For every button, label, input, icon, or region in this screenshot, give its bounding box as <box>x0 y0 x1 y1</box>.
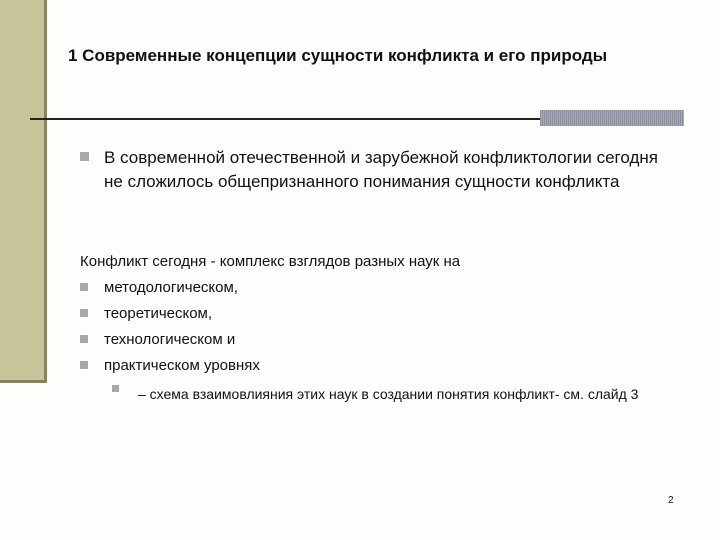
title-rule-accent <box>540 110 684 126</box>
left-decor-edge <box>44 0 47 383</box>
list-item <box>80 304 260 330</box>
slide-title: 1 Современные концепции сущности конфликта и его природы <box>68 46 608 65</box>
sub-bullet-text: – схема взаимовлияния этих наук в создании понятия конфликт- см. слайд 3 <box>138 386 639 402</box>
square-bullet-icon <box>80 152 89 161</box>
square-bullet-icon <box>112 385 119 392</box>
list-item-text: методологическом, <box>104 279 238 296</box>
square-bullet-icon <box>80 309 88 317</box>
list-item-text: теоретическом, <box>104 305 213 322</box>
list-item <box>80 356 260 382</box>
left-decor-bottom <box>0 380 47 383</box>
page-number: 2 <box>668 495 674 506</box>
square-bullet-icon <box>80 361 88 369</box>
left-decor-band <box>0 0 44 380</box>
list-item <box>80 278 260 304</box>
list-item-text: технологическом и <box>104 331 236 348</box>
intro-text: Конфликт сегодня - комплекс взглядов разных наук на <box>80 253 461 270</box>
square-bullet-icon <box>80 335 88 343</box>
main-bullet <box>80 146 660 194</box>
sub-bullet <box>112 380 682 408</box>
main-bullet-text: В современной отечественной и зарубежной конфликтологии сегодня не сложилось общепризнанного понимания сущности конфликта <box>104 148 658 191</box>
list-item <box>80 330 260 356</box>
list-item-text: практическом уровнях <box>104 357 260 374</box>
square-bullet-icon <box>80 283 88 291</box>
levels-list <box>80 278 260 382</box>
